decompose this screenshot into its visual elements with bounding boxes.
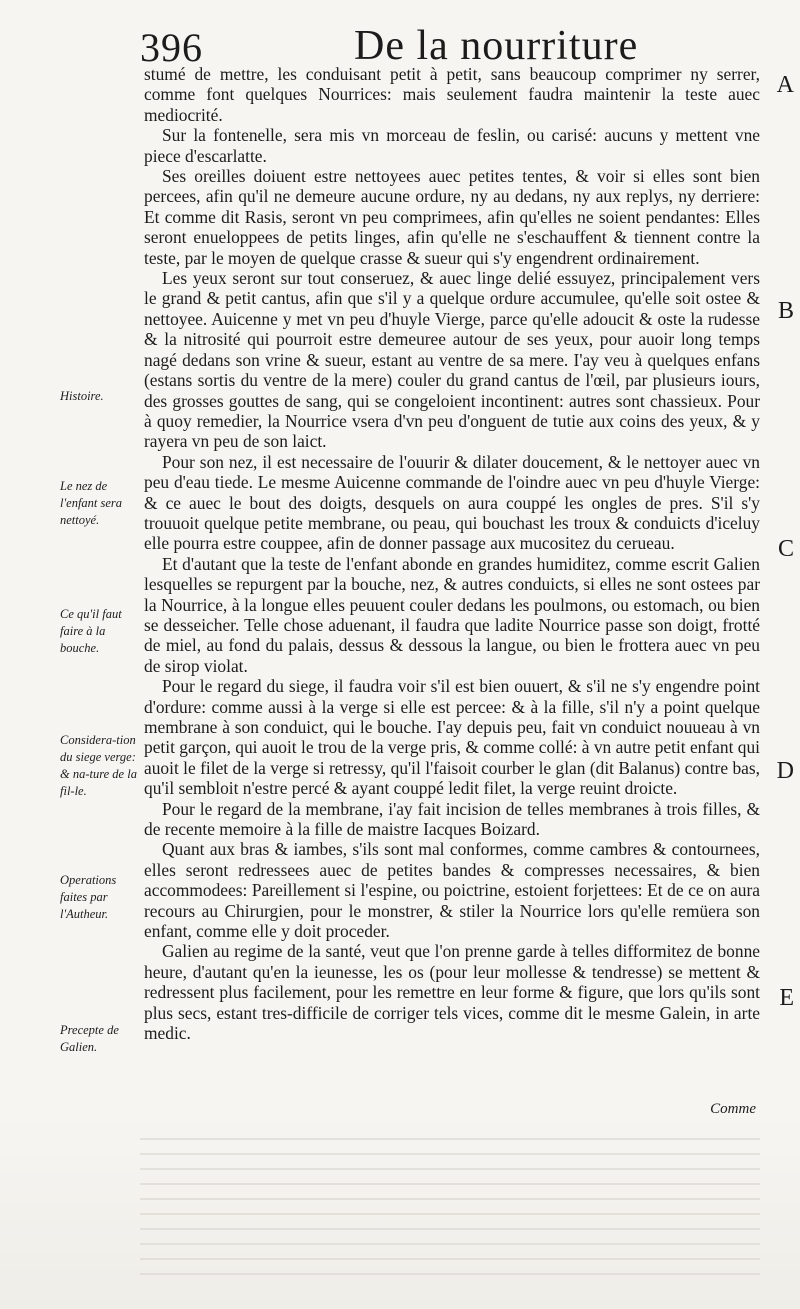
paragraph: Quant aux bras & iambes, s'ils sont mal conformes, comme cambres & contournees, elles seront redressees auec de petites bandes & compresses necessaires, & bien accommodees: Pareillement si l'espine, ou poictrine, estoient forjettees: Et de ce on aura recours au Chirurgien, pour le monstrer, & stiler la Nourrice lors qu'elle remüera son enfant, comme elle y doit proceder. [144, 839, 760, 942]
paragraph: Galien au regime de la santé, veut que l'on prenne garde à telles difformitez de bonne heure, d'autant qu'en la ieunesse, les os (pour leur mollesse & tendresse) se mettent & redressent plus facilement, pour les remettre en leur forme & figure, que lors qu'ils sont plus secs, estant tres-difficile de corriger tels vices, comme dit le mesme Galein, in arte medic. [144, 941, 760, 1044]
page-header [130, 18, 770, 70]
margin-letter-c: C [777, 536, 794, 562]
running-title: De la nourriture [354, 23, 639, 69]
margin-letter-d: D [776, 758, 794, 784]
show-through-lines [140, 1125, 760, 1288]
side-note-histoire: Histoire. [60, 389, 104, 403]
side-note-galien: Precepte de Galien. [60, 1023, 119, 1054]
side-note-nez: Le nez de l'enfant sera nettoyé. [60, 479, 123, 527]
margin-letter-e: E [779, 985, 794, 1011]
paragraph: Et d'autant que la teste de l'enfant abonde en grandes humiditez, comme escrit Galien lesquelles se repurgent par la bouche, nez, & autres conduicts, si elles ne sont ostees par la Nourrice, à la longue elles peuuent couler dedans les poulmons, ou estomach, ou bien se desseicher. Telle chose aduenant, il faudra que ladite Nourrice passe son doigt, frotté de miel, au fond du palais, dessus & dessous la langue, ou bien le frottera auec vn peu de sirop violat. [144, 553, 760, 676]
page-number: 396 [140, 25, 203, 70]
side-note-operations: Operations faites par l'Autheur. [60, 873, 117, 921]
margin-letter-a: A [776, 72, 794, 98]
side-note-bouche: Ce qu'il faut faire à la bouche. [60, 607, 122, 655]
side-note-siege: Considera-tion du siege verge: & na-ture de la fil-le. [60, 733, 137, 798]
paragraph: Pour le regard du siege, il faudra voir s'il est bien ouuert, & s'il ne s'y engendre point d'ordure: comme aussi à la verge si elle est percee: & à la fille, s'il n'y a point quelque membrane à son conduict, qui le bouche. I'ay depuis peu, fait vn conduict nouueau à vn petit garçon, qui auoit le trou de la verge pris, & comme collé: à vn autre petit enfant qui auoit le filet de la verge si retressy, qu'il l'faisoit courber le glan (dit Balanus) contre bas, qu'il sembloit n'estre percé & ayant couppé ledit filet, la verge reuint droicte. [144, 676, 760, 799]
paragraph: stumé de mettre, les conduisant petit à petit, sans beaucoup comprimer ny serrer, comme font quelques Nourrices: mais seulement faudra maintenir la teste auec mediocrité. [144, 64, 760, 125]
paragraph: Pour le regard de la membrane, i'ay fait incision de telles membranes à trois filles, & de recente memoire à la fille de maistre Iacques Boizard. [144, 798, 760, 840]
paragraph: Ses oreilles doiuent estre nettoyees auec petites tentes, & voir si elles sont bien percees, afin qu'il ne demeure aucune ordure, ny au dedans, ny aux replys, ny derriere: Et comme dit Rasis, seront vn peu comprimees, afin qu'elles ne soient pendantes: Elles seront enueloppees de petits linges, afin qu'elle ne s'eschauffent & tiennent contre la teste, par le moyen de quelque crasse & sueur qui s'y engendrent ordinairement. [144, 166, 760, 268]
margin-letter-b: B [777, 298, 794, 324]
catchword: Comme [710, 1101, 756, 1117]
paragraph: Pour son nez, il est necessaire de l'ouurir & dilater doucement, & le nettoyer auec vn peu d'eau tiede. Le mesme Auicenne commande de l'oindre auec vn peu d'huyle Vierge: & ce auec le bout des doigts, desquels on aura couppé les ongles de pres. S'il s'y trouuoit quelque petite membrane, ou peau, qui bouchast les troux & conduicts d'iceluy elle pourra estre couppee, afin de donner passage aux mucositez du cerueau. [144, 451, 760, 554]
main-text-column [144, 64, 760, 1044]
paragraph: Les yeux seront sur tout conseruez, & auec linge delié essuyez, principalement vers le grand & petit cantus, afin que s'il y a quelque ordure accumulee, qu'elle soit ostee & nettoyee. Auicenne y met vn peu d'huyle Vierge, parce qu'elle adoucit & oste la rudesse & la nitrosité qui pourroit estre demeuree autour de ses yeux, pour auoir long temps nagé dedans son vrine & sueur, estant au ventre de sa mere. I'ay veu à quelques enfans (estans sortis du ventre de la mere) couler du grand cantus de l'œil, par plusieurs iours, des grosses gouttes de sang, qui se congeloient incontinent: autres sont chassieux. Pour à quoy remedier, la Nourrice vsera d'vn peu d'onguent de tutie aux coins des yeux, & y rayera vn peu de son laict. [144, 268, 760, 452]
paragraph: Sur la fontenelle, sera mis vn morceau de feslin, ou carisé: aucuns y mettent vne piece d'escarlatte. [144, 125, 760, 166]
